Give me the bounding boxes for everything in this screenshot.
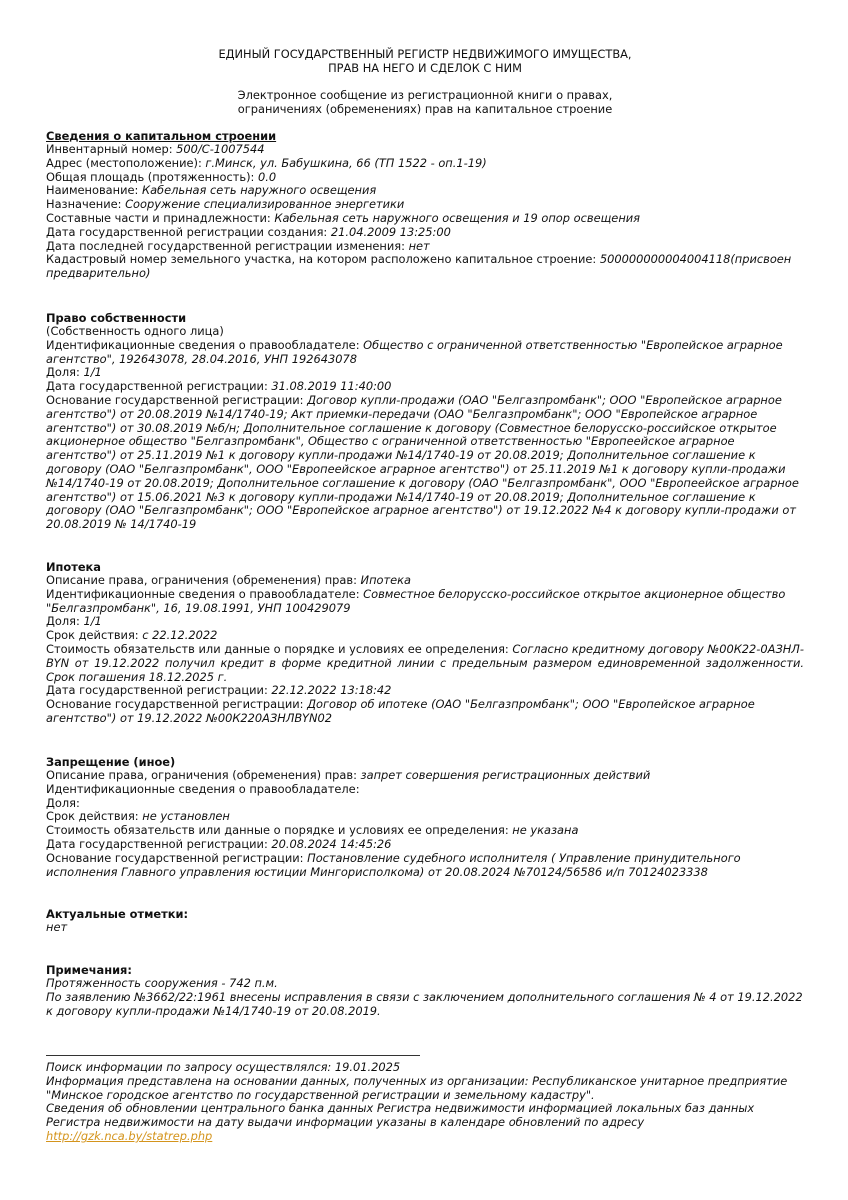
field-label: Дата последней государственной регистрации изменения: <box>46 238 409 253</box>
field-label: Срок действия: <box>46 628 143 643</box>
field-row <box>46 769 804 783</box>
field-label: Идентификационные сведения о правообладателе: <box>46 781 360 796</box>
field-label: Дата государственной регистрации создания: <box>46 224 331 239</box>
register-title: ЕДИНЫЙ ГОСУДАРСТВЕННЫЙ РЕГИСТР НЕДВИЖИМОГО ИМУЩЕСТВА, ПРАВ НА НЕГО И СДЕЛОК С НИМ <box>218 47 632 75</box>
field-value: 500000000004004118(присвоен предварительно) <box>46 252 792 281</box>
field-label: Идентификационные сведения о правообладателе: <box>46 337 364 352</box>
field-label: Основание государственной регистрации: <box>46 392 308 407</box>
field-row <box>46 698 804 726</box>
field-row <box>46 852 804 880</box>
field-row <box>46 810 804 824</box>
field-row <box>46 797 804 811</box>
field-label: Инвентарный номер: <box>46 142 177 156</box>
section-title: Сведения о капитальном строении <box>46 129 277 143</box>
field-row <box>46 212 804 226</box>
field-row <box>46 198 804 212</box>
field-row <box>46 629 804 643</box>
field-value: 1/1 <box>83 614 102 629</box>
ownership-section <box>46 311 804 532</box>
field-label: Дата государственной регистрации: <box>46 836 272 851</box>
update-info: Сведения об обновлении центрального банка данных Регистра недвижимости информацией локальных баз данных Регистра недвижимости на дату выдачи информации указаны в календаре обновлений по адресу <box>46 1101 755 1130</box>
field-value: Согласно кредитному договору №00К22-0АЗНЛ-BYN от 19.12.2022 получил кредит в форме кредитной линии с предельным размером единовременной задолженности. Срок погашения 18.12.2025 г. <box>46 641 804 684</box>
field-value: Сооружение специализированное энергетики <box>125 197 405 212</box>
section-title: Запрещение (иное) <box>46 755 176 769</box>
section-title: Примечания: <box>46 963 132 977</box>
section-title: Право собственности <box>46 311 187 325</box>
current-marks-section <box>46 907 804 935</box>
search-date: Поиск информации по запросу осуществлялся: 19.01.2025 <box>46 1060 401 1074</box>
field-value: Общество с ограниченной ответственностью "Европейское аграрное агентство", 192643078, 28.04.2016, УНП 192643078 <box>46 337 783 366</box>
field-value: Договор купли-продажи (ОАО "Белгазпромбанк"; ООО "Европейское аграрное агентство") от 20.08.2019 №14/1740-19; Акт приемки-передачи (ОАО "Белгазпромбанк"; ООО "Европейское аграрное агентство") от 30.08.2019 №б/н; Дополнительное соглашение к договору (Совместное белорусско-российское открытое акционерное общество "Белгазпромбанк", Общество с ограниченной ответственностью "Европеейское аграрное агентство") от 25.11.2019 №1 к договору купли-продажи №14/1740-19 от 20.08.2019; Дополнительное соглашение к договору (ОАО "Белгазпромбанк", ООО "Европеейское аграрное агентство") от 25.11.2019 №1 к договору купли-продажи №14/1740-19 от 20.08.2019; Дополнительное соглашение к договору (ОАО "Белгазпромбанк", ООО "Европеейское аграрное агентство") от 15.06.2021 №3 к договору купли-продажи №14/1740-19 от 20.08.2019; Дополнительное соглашение к договору (ОАО "Белгазпромбанк"; ООО "Европейское аграрное агентство") от 19.12.2022 №4 к договору купли-продажи от 20.08.2019 № 14/1740-19 <box>46 392 799 532</box>
field-row <box>46 643 804 684</box>
field-value: Договор об ипотеке (ОАО "Белгазпромбанк"; ООО "Европейское аграрное агентство") от 19.12.2022 №00К220АЗНЛBYN02 <box>46 697 755 725</box>
field-label: Кадастровый номер земельного участка, на котором расположено капитальное строение: <box>46 252 600 267</box>
mortgage-section <box>46 560 804 726</box>
field-row <box>46 574 804 588</box>
field-value: с 22.12.2022 <box>142 628 218 643</box>
current-marks-value: нет <box>46 920 68 934</box>
prohibition-section <box>46 755 804 879</box>
field-value: Кабельная сеть наружного освещения и 19 опор освещения <box>274 210 641 225</box>
field-row <box>46 588 804 616</box>
field-row <box>46 394 804 532</box>
field-label: Дата государственной регистрации: <box>46 683 272 698</box>
field-row <box>46 240 804 254</box>
field-value: 500/C-1007544 <box>176 142 265 156</box>
field-value: Совместное белорусско-российское открытое акционерное общество "Белгазпромбанк", 16, 19.08.1991, УНП 100429079 <box>46 586 786 615</box>
field-row <box>46 380 804 394</box>
field-label: Назначение: <box>46 197 126 212</box>
field-row <box>46 157 804 171</box>
field-label: Доля: <box>46 795 80 810</box>
field-label: Основание государственной регистрации: <box>46 850 308 865</box>
field-value: 31.08.2019 11:40:00 <box>271 379 392 394</box>
footer <box>46 1061 804 1144</box>
footer-divider <box>46 1055 420 1056</box>
field-label: Дата государственной регистрации: <box>46 379 272 394</box>
field-value: Постановление судебного исполнителя ( Управление принудительного исполнения Главного управления юстиции Мингорисполкома) от 20.08.2024 №70124/56586 и/п 70124023338 <box>46 850 741 879</box>
field-value: 20.08.2024 14:45:26 <box>271 836 392 851</box>
notes-section <box>46 963 804 1018</box>
field-label: Описание права, ограничения (обременения) прав: <box>46 573 361 587</box>
note-line: По заявлению №3662/22:1961 внесены исправления в связи с заключением дополнительного соглашения № 4 от 19.12.2022 к договору купли-продажи №14/1740-19 от 20.08.2019. <box>46 989 803 1018</box>
section-title: Актуальные отметки: <box>46 907 188 921</box>
field-row <box>46 184 804 198</box>
statrep-link[interactable]: http://gzk.nca.by/statrep.php <box>46 1128 213 1143</box>
field-value: 0.0 <box>258 169 277 184</box>
field-value: г.Минск, ул. Бабушкина, 66 (ТП 1522 - оп.1-19) <box>205 155 487 170</box>
field-value: 21.04.2009 13:25:00 <box>330 224 451 239</box>
field-value: не указана <box>512 823 579 838</box>
field-row <box>46 226 804 240</box>
field-label: Основание государственной регистрации: <box>46 697 308 712</box>
field-label: Идентификационные сведения о правообладателе: <box>46 586 364 601</box>
field-label: Составные части и принадлежности: <box>46 210 275 225</box>
field-value: не установлен <box>142 809 230 824</box>
field-label: Описание права, ограничения (обременения) прав: <box>46 768 361 782</box>
field-value: 1/1 <box>83 365 102 380</box>
note-line: Протяженность сооружения - 742 п.м. <box>46 976 278 990</box>
field-row <box>46 253 804 281</box>
field-value: 22.12.2022 13:18:42 <box>271 683 392 698</box>
field-row <box>46 143 804 157</box>
field-label: Доля: <box>46 365 84 380</box>
field-label: Доля: <box>46 614 84 629</box>
field-row <box>46 684 804 698</box>
source-info: Информация представлена на основании данных, полученных из организации: Республиканское унитарное предприятие "Минское городское агентство по государственной регистрации и земельному кадастру". <box>46 1073 788 1102</box>
field-label: Наименование: <box>46 183 142 198</box>
field-value: Ипотека <box>360 573 411 587</box>
ownership-type: (Собственность одного лица) <box>46 324 224 338</box>
field-value: нет <box>408 238 430 253</box>
field-label: Стоимость обязательств или данные о порядке и условиях ее определения: <box>46 823 513 838</box>
field-label: Общая площадь (протяженность): <box>46 169 259 184</box>
field-row <box>46 366 804 380</box>
field-row <box>46 615 804 629</box>
field-value: запрет совершения регистрационных действий <box>360 768 651 782</box>
field-row <box>46 824 804 838</box>
field-row <box>46 783 804 797</box>
message-subtitle: Электронное сообщение из регистрационной книги о правах, ограничениях (обременениях) прав на капитальное строение <box>237 88 613 116</box>
field-value: Кабельная сеть наружного освещения <box>141 183 377 198</box>
field-label: Адрес (местоположение): <box>46 155 206 170</box>
section-title: Ипотека <box>46 560 101 574</box>
field-row <box>46 339 804 367</box>
field-row <box>46 838 804 852</box>
building-section <box>46 129 804 281</box>
field-row <box>46 171 804 185</box>
field-label: Срок действия: <box>46 809 143 824</box>
field-label: Стоимость обязательств или данные о порядке и условиях ее определения: <box>46 641 513 656</box>
